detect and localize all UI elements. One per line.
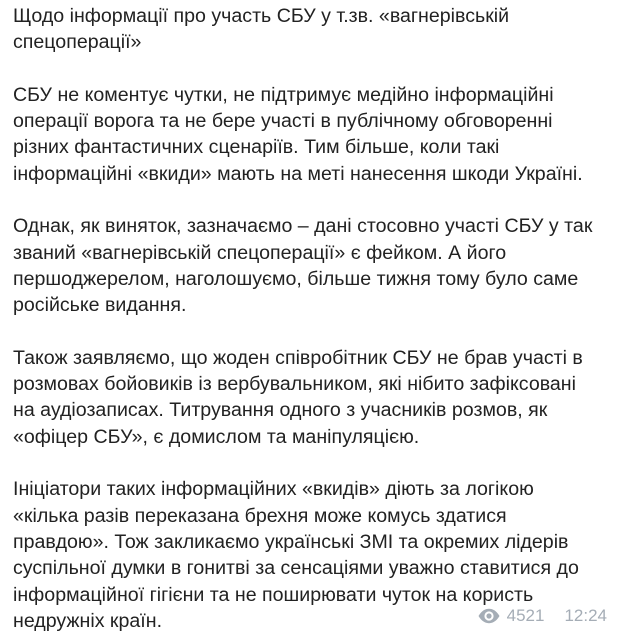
message-paragraph-3: Однак, як виняток, зазначаємо – дані стосовно участі СБУ у так званий «вагнерівській спецоперації» є фейком. А його першоджерелом, наголошуємо, більше тижня тому було саме російське видання. <box>13 215 593 317</box>
message-paragraph-5: Ініціатори таких інформаційних «вкидів» діють за логікою «кілька разів переказана брехня може комусь здатися правдою». Тож закликаємо українські ЗМІ та окремих лідерів суспільної думки в гонитві за сенсаціями уважно ставитися до інформаційної гігієни та не поширювати чуток на користь недружніх країн. <box>13 478 579 632</box>
message-paragraph-4: Також заявляємо, що жоден співробітник СБУ не брав участі в розмовах бойовиків із вербувальником, які нібито зафіксовані на аудіозаписах. Титрування одного з учасників розмов, як «офіцер СБУ», є домислом та маніпуляцією. <box>13 346 583 448</box>
eye-icon <box>477 608 501 624</box>
message-paragraph-1: Щодо інформації про участь СБУ у т.зв. «вагнерівській спецоперації» <box>13 5 510 54</box>
message-meta <box>477 606 607 626</box>
view-count: 4521 <box>506 606 545 625</box>
message-time: 12:24 <box>564 606 607 625</box>
message-paragraph-2: СБУ не коментує чутки, не підтримує медійно інформаційні операції ворога та не бере участі в публічному обговоренні різних фантастичних сценаріїв. Тим більше, коли такі інформаційні «вкиди» мають на меті нанесення шкоди Україні. <box>13 83 583 185</box>
message-text <box>13 3 609 634</box>
